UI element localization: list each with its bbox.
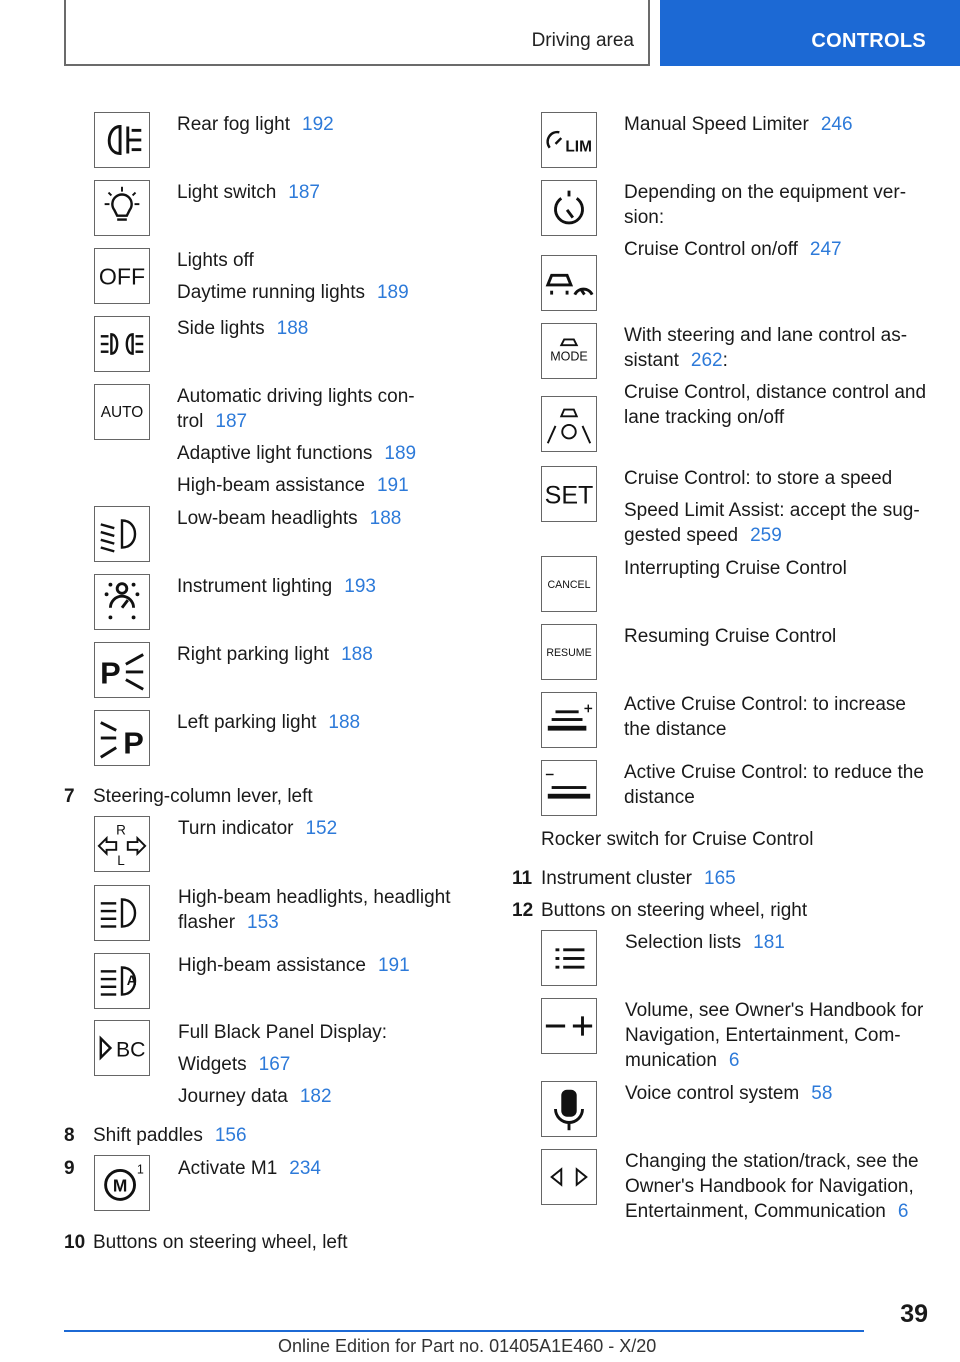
item-equipment-version: Depending on the equipment ver- <box>624 182 907 203</box>
right-parking-light-icon <box>94 642 150 698</box>
page-ref[interactable]: 188 <box>341 644 373 665</box>
item-reduce-distance: Active Cruise Control: to reduce the <box>624 762 924 783</box>
list-icon <box>541 930 597 986</box>
light-bulb-icon <box>94 180 150 236</box>
high-beam-icon <box>94 885 150 941</box>
page-ref[interactable]: 189 <box>376 282 409 303</box>
item-automatic-driving-lights: Automatic driving lights con- <box>177 386 415 407</box>
car-distance-icon <box>541 255 597 311</box>
svg-text:AUTO: AUTO <box>100 403 144 421</box>
high-beam-assistance-icon <box>94 953 150 1009</box>
item-activate-m1: Activate M1 234 <box>178 1158 321 1179</box>
item-increase-distance: Active Cruise Control: to increase <box>624 694 906 715</box>
item-volume: Volume, see Owner's Handbook for <box>625 1000 924 1021</box>
page-ref[interactable]: 153 <box>247 912 279 933</box>
off-icon <box>94 248 150 304</box>
svg-text:P: P <box>100 655 121 691</box>
m1-icon <box>94 1155 150 1211</box>
cruise-control-icon <box>541 180 597 236</box>
item-selection-lists: Selection lists 181 <box>625 932 785 953</box>
section-number-8: 8 <box>64 1125 75 1146</box>
chapter-tab[interactable] <box>660 0 960 66</box>
page-ref[interactable]: 182 <box>299 1086 332 1107</box>
item-turn-indicator: Turn indicator 152 <box>178 818 338 839</box>
item-low-beam-headlights: Low-beam headlights 188 <box>177 508 402 529</box>
page-ref[interactable]: 246 <box>820 114 853 135</box>
item-rear-fog-light: Rear fog light 192 <box>177 114 334 135</box>
page-ref[interactable]: 188 <box>276 318 309 339</box>
page-ref[interactable]: 188 <box>328 712 361 733</box>
page-ref[interactable]: 156 <box>214 1125 247 1146</box>
section-number-10: 10 <box>64 1232 86 1253</box>
section-title: Driving area <box>531 30 634 51</box>
item-adaptive-light-functions: Adaptive light functions 189 <box>177 443 417 464</box>
page-ref[interactable]: 167 <box>258 1054 291 1075</box>
svg-text:LIM: LIM <box>565 138 592 156</box>
page-ref[interactable]: 259 <box>750 525 782 546</box>
item-resuming-cruise: Resuming Cruise Control <box>624 626 837 647</box>
speed-limiter-icon <box>541 112 597 168</box>
mode-icon <box>541 323 597 379</box>
page-ref[interactable]: 152 <box>305 818 338 839</box>
item-instrument-lighting: Instrument lighting 193 <box>177 576 376 597</box>
reduce-distance-icon <box>541 760 597 816</box>
item-full-black-panel: Full Black Panel Display: <box>178 1022 388 1043</box>
page-ref[interactable]: 58 <box>811 1083 833 1104</box>
item-cruise-control-on-off: Cruise Control on/off 247 <box>624 239 842 260</box>
item-journey-data: Journey data 182 <box>178 1086 332 1107</box>
page-ref[interactable]: 188 <box>369 508 402 529</box>
bc-icon <box>94 1020 150 1076</box>
page-ref[interactable]: 193 <box>344 576 376 597</box>
item-right-parking-light: Right parking light 188 <box>177 644 373 665</box>
page-ref[interactable]: 247 <box>809 239 842 260</box>
page-ref[interactable]: 187 <box>215 411 248 432</box>
footer-rule <box>64 1330 864 1332</box>
item-high-beam-headlights: High-beam headlights, headlight <box>178 887 451 908</box>
item-daytime-running-lights: Daytime running lights 189 <box>177 282 409 303</box>
svg-text:M: M <box>112 1175 128 1196</box>
svg-text:OFF: OFF <box>98 263 146 290</box>
item-voice-control: Voice control system 58 <box>625 1083 833 1104</box>
microphone-icon <box>541 1081 597 1137</box>
section-number-12: 12 <box>512 900 534 921</box>
chapter-title: CONTROLS <box>811 30 926 52</box>
item-steering-lane-control: With steering and lane control as- <box>624 325 908 346</box>
svg-text:CANCEL: CANCEL <box>547 578 591 591</box>
page-ref[interactable]: 165 <box>704 868 736 889</box>
item-interrupting-cruise: Interrupting Cruise Control <box>624 558 847 579</box>
svg-text:L: L <box>117 853 125 869</box>
page-ref[interactable]: 187 <box>288 182 320 203</box>
svg-text:RESUME: RESUME <box>546 646 592 659</box>
footer-edition: Online Edition for Part no. 01405A1E460 - X/20 <box>278 1336 657 1356</box>
section-title-8: Shift paddles 156 <box>93 1125 247 1146</box>
page-ref[interactable]: 6 <box>728 1050 740 1071</box>
rear-fog-light-icon <box>94 112 150 168</box>
page-ref[interactable]: 189 <box>384 443 417 464</box>
svg-text:P: P <box>123 725 144 761</box>
item-speed-limit-assist: Speed Limit Assist: accept the sug- <box>624 500 920 521</box>
page-ref[interactable]: 262 <box>690 350 723 371</box>
item-widgets: Widgets 167 <box>178 1054 291 1075</box>
item-side-lights: Side lights 188 <box>177 318 309 339</box>
cancel-icon <box>541 556 597 612</box>
section-number-11: 11 <box>512 868 533 889</box>
page-ref[interactable]: 6 <box>897 1201 909 1222</box>
lane-steering-icon <box>541 396 597 452</box>
auto-icon <box>94 384 150 440</box>
item-store-speed: Cruise Control: to store a speed <box>624 468 893 489</box>
section-number-9: 9 <box>64 1158 75 1179</box>
item-manual-speed-limiter: Manual Speed Limiter 246 <box>624 114 853 135</box>
item-high-beam-assistance-2: High-beam assistance 191 <box>178 955 410 976</box>
rocker-switch-caption: Rocker switch for Cruise Control <box>541 829 814 850</box>
page-ref[interactable]: 181 <box>753 932 785 953</box>
item-light-switch: Light switch 187 <box>177 182 320 203</box>
svg-text:A: A <box>126 972 137 988</box>
item-left-parking-light: Left parking light 188 <box>177 712 361 733</box>
item-station-track: Changing the station/track, see the <box>625 1151 919 1172</box>
item-lights-off: Lights off <box>177 250 254 271</box>
set-icon <box>541 466 597 522</box>
svg-text:MODE: MODE <box>550 349 588 364</box>
section-title-11: Instrument cluster 165 <box>541 868 736 889</box>
turn-indicator-icon <box>94 816 150 872</box>
increase-distance-icon <box>541 692 597 748</box>
page-ref[interactable]: 234 <box>289 1158 321 1179</box>
svg-text:BC: BC <box>115 1038 146 1062</box>
svg-text:1: 1 <box>136 1162 144 1177</box>
station-track-icon <box>541 1149 597 1205</box>
section-title-12: Buttons on steering wheel, right <box>541 900 808 921</box>
resume-icon <box>541 624 597 680</box>
header-section-box <box>64 0 650 66</box>
side-lights-icon <box>94 316 150 372</box>
section-title-10: Buttons on steering wheel, left <box>93 1232 348 1253</box>
left-parking-light-icon <box>94 710 150 766</box>
page-ref[interactable]: 192 <box>302 114 334 135</box>
svg-text:R: R <box>116 822 126 838</box>
section-title-7: Steering-column lever, left <box>93 786 313 807</box>
section-number-7: 7 <box>64 786 75 807</box>
page-number: 39 <box>900 1300 928 1328</box>
svg-text:SET: SET <box>544 481 594 510</box>
item-cruise-distance-lane: Cruise Control, distance control and <box>624 382 927 403</box>
page-ref[interactable]: 191 <box>377 955 410 976</box>
volume-icon <box>541 998 597 1054</box>
page-ref[interactable]: 191 <box>376 475 409 496</box>
item-high-beam-assistance: High-beam assistance 191 <box>177 475 409 496</box>
low-beam-icon <box>94 506 150 562</box>
instrument-lighting-icon <box>94 574 150 630</box>
